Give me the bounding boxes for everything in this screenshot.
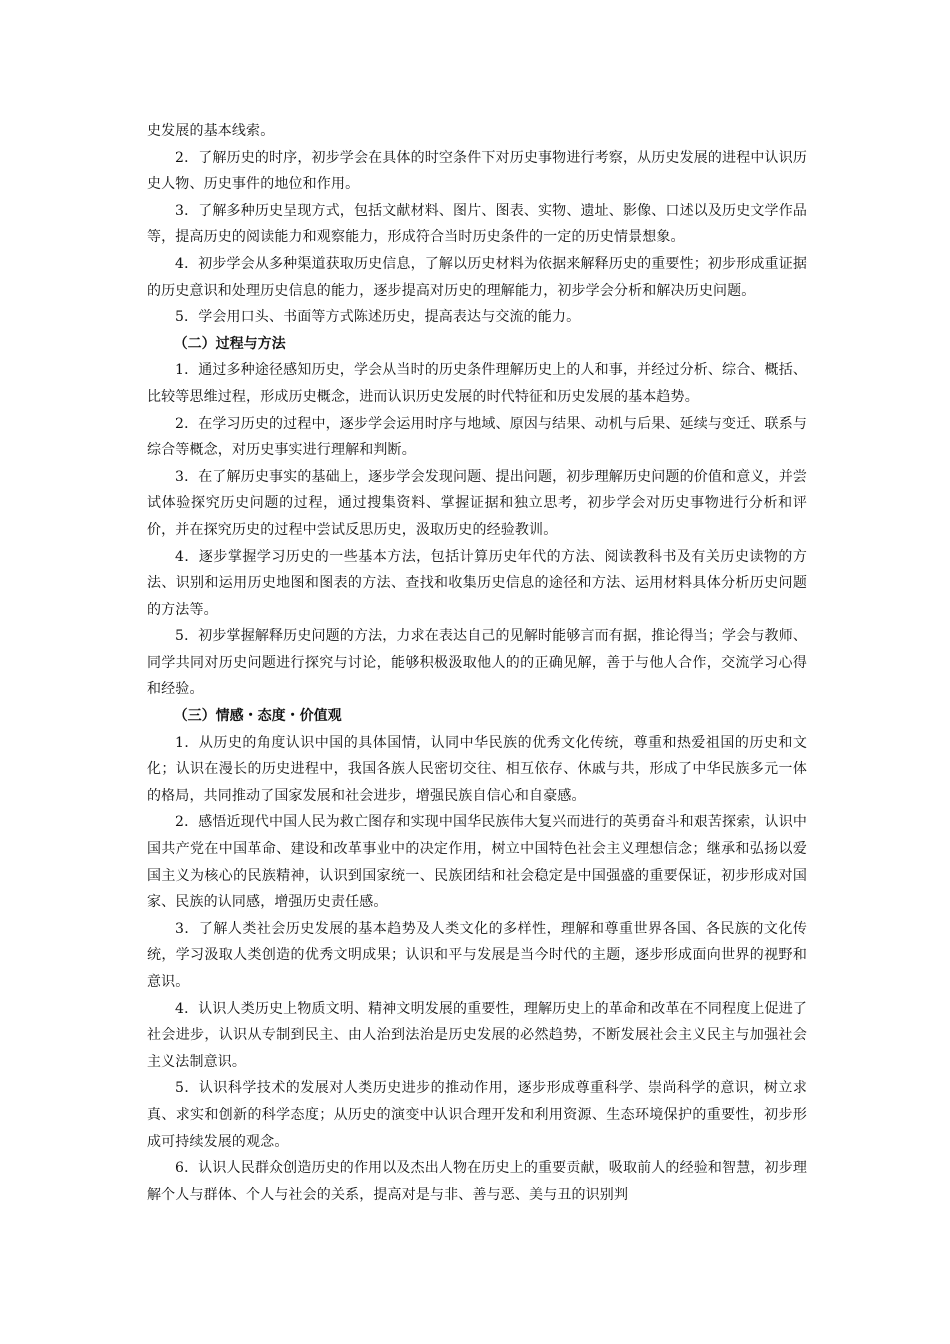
section3-item-6: 6．认识人民群众创造历史的作用以及杰出人物在历史上的重要贡献，吸取前人的经验和智慧，初步理解个人与群体、个人与社会的关系，提高对是与非、善与恶、美与丑的识别判 xyxy=(147,1160,807,1203)
section3-item-2: 2．感悟近现代中国人民为救亡图存和实现中国华民族伟大复兴而进行的英勇奋斗和艰苦探索，认识中国共产党在中国革命、建设和改革事业中的决定作用，树立中国特色社会主义理想信念；继承和弘扬以爱国主义为核心的民族精神，认识到国家统一、民族团结和社会稳定是中国强盛的重要保证，初步形成对国家、民族的认同感，增强历史责任感。 xyxy=(147,814,807,911)
section2-item-3: 3．在了解历史事实的基础上，逐步学会发现问题、提出问题，初步理解历史问题的价值和意义，并尝试体验探究历史问题的过程，通过搜集资料、掌握证据和独立思考，初步学会对历史事物进行分析和评价，并在探究历史的过程中尝试反思历史，汲取历史的经验教训。 xyxy=(147,468,807,538)
section2-item-1: 1．通过多种途径感知历史，学会从当时的历史条件理解历史上的人和事，并经过分析、综合、概括、比较等思维过程，形成历史概念，进而认识历史发展的时代特征和历史发展的基本趋势。 xyxy=(147,362,807,405)
section1-item-3: 3．了解多种历史呈现方式，包括文献材料、图片、图表、实物、遗址、影像、口述以及历史文学作品等，提高历史的阅读能力和观察能力，形成符合当时历史条件的一定的历史情景想象。 xyxy=(147,202,807,246)
section1-item-2: 2．了解历史的时序，初步学会在具体的时空条件下对历史事物进行考察，从历史发展的进程中认识历史人物、历史事件的地位和作用。 xyxy=(147,149,807,193)
section3-item-1: 1．从历史的角度认识中国的具体国情，认同中华民族的优秀文化传统，尊重和热爱祖国的历史和文化；认识在漫长的历史进程中，我国各族人民密切交往、相互依存、休戚与共，形成了中华民族多元一体的格局，共同推动了国家发展和社会进步，增强民族自信心和自豪感。 xyxy=(147,734,807,804)
section1-item-4: 4．初步学会从多种渠道获取历史信息，了解以历史材料为依据来解释历史的重要性；初步形成重证据的历史意识和处理历史信息的能力，逐步提高对历史的理解能力，初步学会分析和解决历史问题。 xyxy=(147,255,807,299)
section-heading-process-method: （二）过程与方法 xyxy=(173,335,286,352)
section1-item-5: 5．学会用口头、书面等方式陈述历史，提高表达与交流的能力。 xyxy=(175,309,581,326)
section-heading-emotion-values: （三）情感・态度・价值观 xyxy=(173,708,342,725)
section2-item-2: 2．在学习历史的过程中，逐步学会运用时序与地域、原因与结果、动机与后果、延续与变迁、联系与综合等概念，对历史事实进行理解和判断。 xyxy=(147,415,807,459)
intro-tail-paragraph: 史发展的基本线索。 xyxy=(147,123,275,139)
section3-item-3: 3．了解人类社会历史发展的基本趋势及人类文化的多样性，理解和尊重世界各国、各民族的文化传统，学习汲取人类创造的优秀文明成果；认识和平与发展是当今时代的主题，逐步形成面向世界的视野和意识。 xyxy=(147,920,807,990)
section2-item-4: 4．逐步掌握学习历史的一些基本方法，包括计算历史年代的方法、阅读教科书及有关历史读物的方法、识别和运用历史地图和图表的方法、查找和收集历史信息的途径和方法、运用材料具体分析历史问题的方法等。 xyxy=(147,548,807,618)
section2-item-5: 5．初步掌握解释历史问题的方法，力求在表达自己的见解时能够言而有据，推论得当；学会与教师、同学共同对历史问题进行探究与讨论，能够积极汲取他人的的正确见解，善于与他人合作，交流学习心得和经验。 xyxy=(147,628,807,698)
section3-item-4: 4．认识人类历史上物质文明、精神文明发展的重要性，理解历史上的革命和改革在不同程度上促进了社会进步，认识从专制到民主、由人治到法治是历史发展的必然趋势，不断发展社会主义民主与加强社会主义法制意识。 xyxy=(147,1000,807,1070)
document-page xyxy=(147,118,807,1208)
section3-item-5: 5．认识科学技术的发展对人类历史进步的推动作用，逐步形成尊重科学、崇尚科学的意识，树立求真、求实和创新的科学态度；从历史的演变中认识合理开发和利用资源、生态环境保护的重要性，初步形成可持续发展的观念。 xyxy=(147,1080,807,1150)
